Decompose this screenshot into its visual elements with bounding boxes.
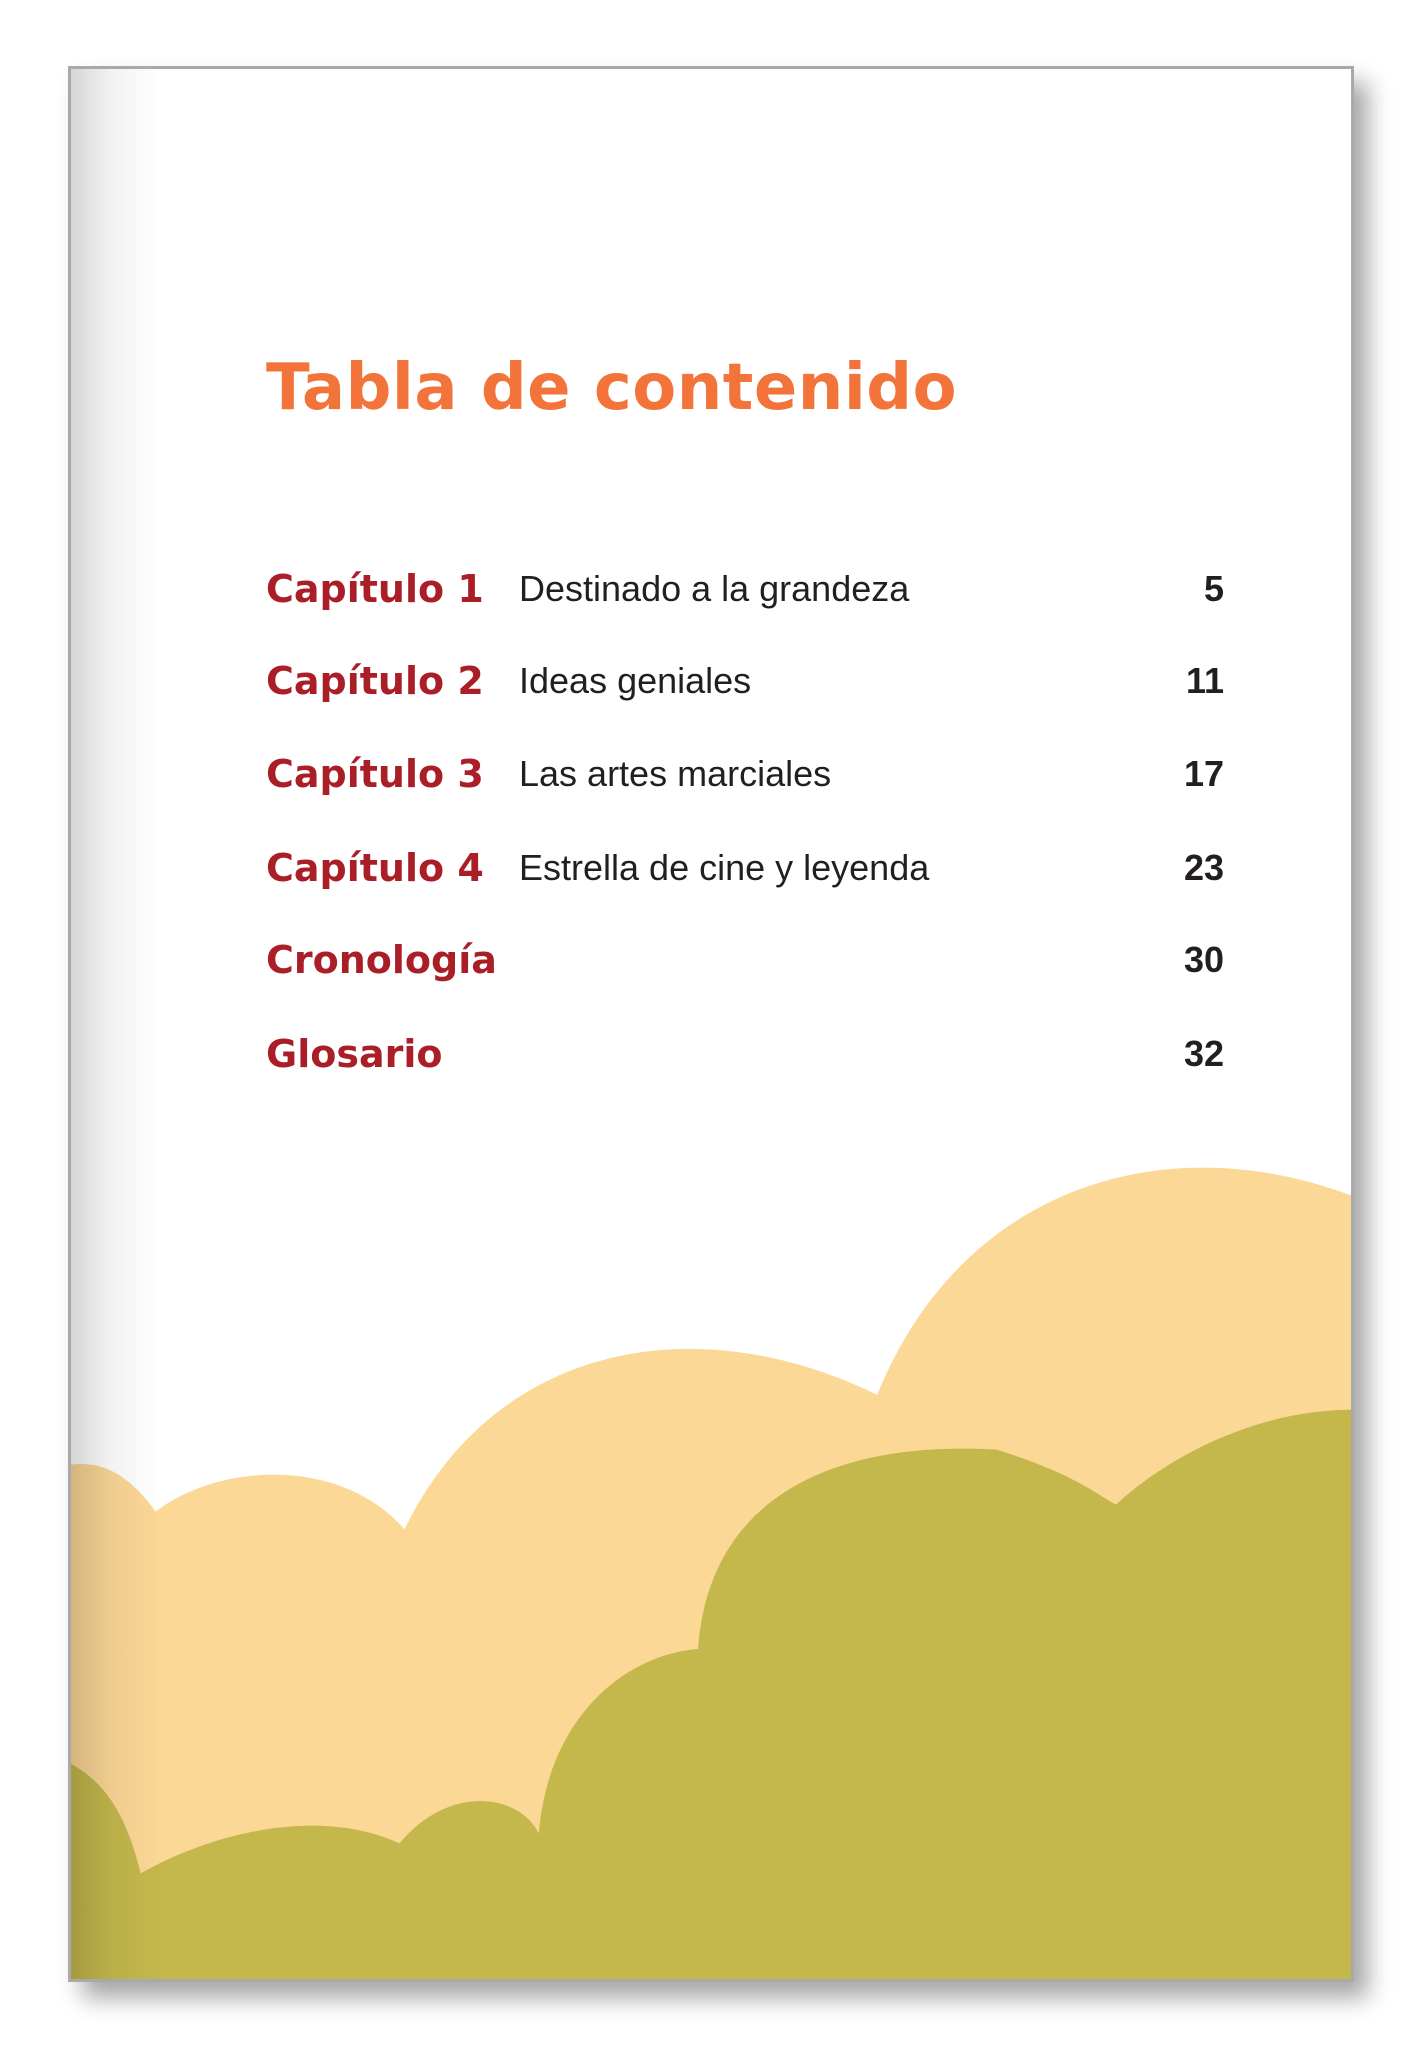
toc-label: Capítulo 3 xyxy=(266,752,484,796)
toc-row-chronology xyxy=(266,930,1224,990)
toc-row-glossary xyxy=(266,1024,1224,1084)
toc-page-number: 30 xyxy=(1183,939,1224,980)
toc-entry-title: Las artes marciales xyxy=(519,753,832,794)
toc-page-number: 32 xyxy=(1183,1033,1224,1074)
toc-entry-title: Estrella de cine y leyenda xyxy=(519,847,930,888)
toc-label: Cronología xyxy=(266,938,497,982)
toc-entry-title: Destinado a la grandeza xyxy=(519,568,910,609)
toc-page-number: 17 xyxy=(1183,753,1224,794)
toc-row-chapter-4 xyxy=(266,838,1224,898)
toc-label: Capítulo 2 xyxy=(266,659,484,703)
toc-label: Glosario xyxy=(266,1032,443,1076)
toc-page-number: 11 xyxy=(1185,660,1224,701)
book-page xyxy=(68,66,1354,1982)
toc-label: Capítulo 4 xyxy=(266,846,484,890)
toc-row-chapter-3 xyxy=(266,744,1224,804)
toc-page-number: 23 xyxy=(1183,847,1224,888)
toc-page-number: 5 xyxy=(1203,568,1224,609)
toc-row-chapter-1 xyxy=(266,559,1224,619)
toc-label: Capítulo 1 xyxy=(266,567,484,611)
toc-title: Tabla de contenido xyxy=(266,351,958,425)
toc-row-chapter-2 xyxy=(266,651,1224,711)
toc-entry-title: Ideas geniales xyxy=(519,660,752,701)
